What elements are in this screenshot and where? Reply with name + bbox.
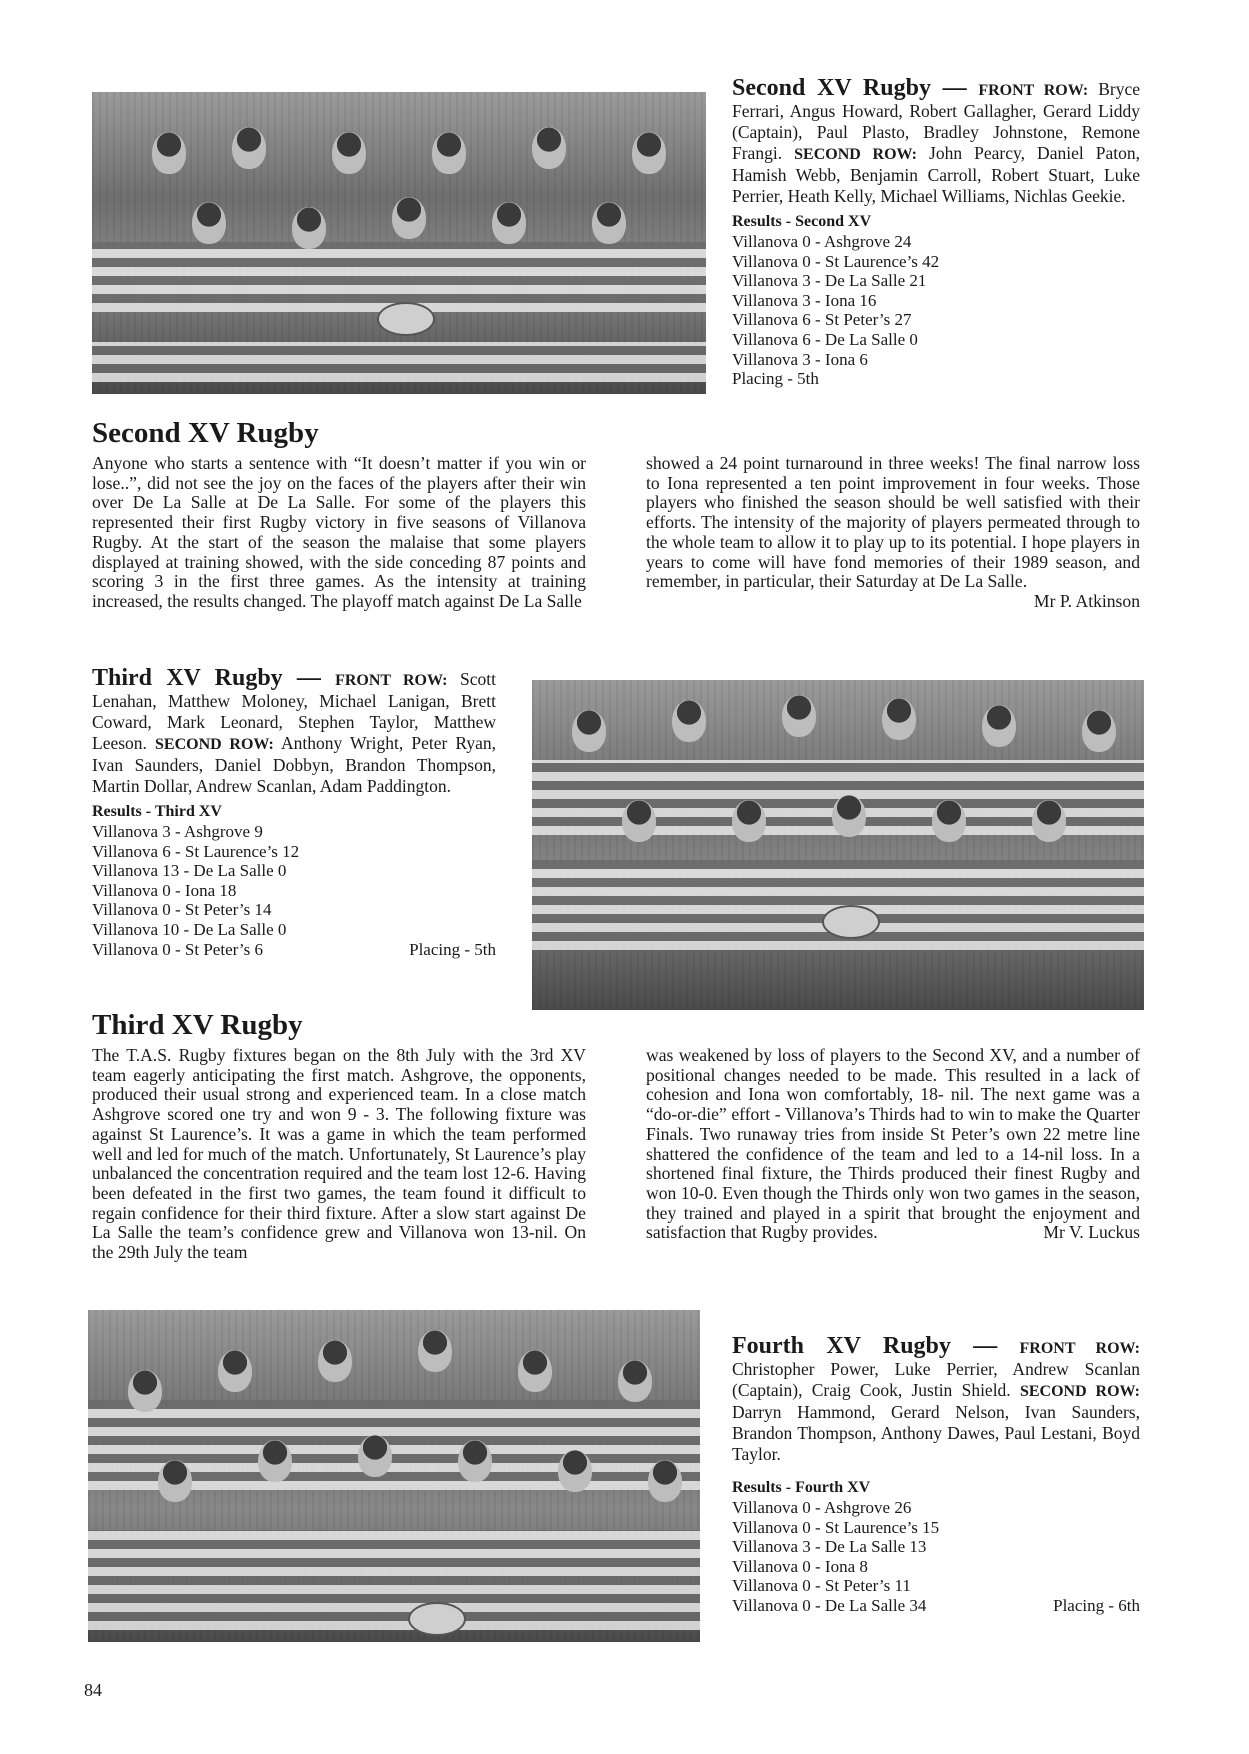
third-xv-results-title: Results - Third XV: [92, 803, 222, 820]
third-xv-report-left: The T.A.S. Rugby fixtures began on the 8th July with the 3rd XV team eagerly anticipating the first match. Ashgrove, the opponents, produced their usual strong and experienced team. In a close match Ashgrove scored one try and won 9 - 3. The following fixture was against St Laurence’s. It was a game in which the team performed well and led for much of the match. Unfortunately, St Laurence’s play unbalanced the concentration required and the team lost 12-6. Having been defeated in the first two games, the team found it difficult to regain confidence for their third fixture. After a slow start against De La Salle the team’s confidence grew and Villanova won 13-nil. On the 29th July the team: [92, 1045, 586, 1263]
third-xv-report-right-block: [646, 1046, 1140, 1243]
second-xv-front-row-label: FRONT ROW:: [978, 82, 1089, 99]
result-row: Villanova 0 - Iona 18: [92, 880, 237, 900]
third-xv-caption-title: Third XV Rugby: [92, 665, 283, 691]
second-xv-author: Mr P. Atkinson: [1033, 590, 1140, 611]
result-row: Villanova 0 - St Peter’s 14: [92, 900, 272, 920]
second-xv-placing: Placing - 5th: [732, 369, 819, 389]
rugby-ball-icon: [408, 1602, 466, 1636]
second-xv-results-title: Results - Second XV: [732, 213, 872, 230]
second-xv-team-photo: [92, 92, 706, 394]
second-xv-report-right-block: [646, 454, 1140, 612]
result-row: Villanova 3 - Ashgrove 9: [92, 822, 263, 841]
second-xv-caption-title: Second XV Rugby: [732, 75, 931, 101]
result-row: Villanova 0 - St Peter’s 6: [92, 939, 264, 959]
third-xv-second-row: Anthony Wright, Peter Ryan, Ivan Saunders, Daniel Dobbyn, Brandon Thompson, Martin Dollar, Andrew Scanlan, Adam Paddington.: [92, 733, 496, 796]
result-row: Villanova 0 - St Peter’s 11: [732, 1576, 911, 1596]
fourth-xv-front-row-label: FRONT ROW:: [1019, 1340, 1141, 1357]
second-xv-report-left: Anyone who starts a sentence with “It doesn’t matter if you win or lose..”, did not see the joy on the faces of the players after their win over De La Salle at De La Salle. For some of the players this represented their first Rugby victory in five seasons of Villanova Rugby. At the start of the season the malaise that some players displayed at training showed, with the side conceding 87 points and scoring 3 in the first three games. As the intensity at training increased, the results changed. The playoff match against De La Salle: [92, 453, 586, 611]
fourth-xv-results: [732, 1498, 1140, 1616]
third-xv-second-row-label: SECOND ROW:: [155, 736, 274, 753]
result-row: Villanova 0 - De La Salle 34: [732, 1595, 927, 1615]
second-xv-second-row: John Pearcy, Daniel Paton, Hamish Webb, Benjamin Carroll, Robert Stuart, Luke Perrier, Heath Kelly, Michael Williams, Nichlas Geekie.: [732, 143, 1140, 206]
third-xv-heading: Third XV Rugby: [92, 1009, 303, 1041]
third-xv-results: [92, 822, 496, 959]
result-row: Villanova 0 - Ashgrove 24: [732, 232, 912, 251]
rugby-ball-icon: [822, 905, 880, 939]
result-row: Villanova 3 - Iona 16: [732, 290, 877, 310]
result-row: Villanova 6 - St Laurence’s 12: [92, 841, 300, 861]
second-xv-caption: Second XV Rugby — FRONT ROW: Bryce Ferrari, Angus Howard, Robert Gallagher, Gerard Liddy (Captain), Paul Plasto, Bradley Johnstone, Remone Frangi. SECOND ROW: John Pearcy, Daniel Paton, Hamish Webb, Benjamin Carroll, Robert Stuart, Luke Perrier, Heath Kelly, Michael Williams, Nichlas Geekie. Results - Second XV Villanova 0 - Ashgrove 24 Villanova 0 - St Laurence’s 42 Villanova 3 - De La Salle 21 Villanova 3 - Iona 16 Villanova 6 - St Peter’s 27 Villanova 6 - De La Salle 0 Villanova 3 - Iona 6 Placing - 5th: [732, 75, 1141, 389]
fourth-xv-results-title: Results - Fourth XV: [732, 1479, 871, 1496]
result-row: Villanova 3 - De La Salle 13: [732, 1537, 927, 1557]
third-xv-caption: Third XV Rugby — FRONT ROW: Scott Lenahan, Matthew Moloney, Michael Lanigan, Brett Coward, Mark Leonard, Stephen Taylor, Matthew Leeson. SECOND ROW: Anthony Wright, Peter Ryan, Ivan Saunders, Daniel Dobbyn, Brandon Thompson, Martin Dollar, Andrew Scanlan, Adam Paddington. Results - Third XV Villanova 3 - Ashgrove 9 Villanova 6 - St Laurence’s 12 Villanova 13 - De La Salle 0 Villanova 0 - Iona 18 Villanova 0 - St Peter’s 14 Villanova 10 - De La Salle 0 Villanova 0 - St Peter’s 6 Placing - 5th: [92, 665, 497, 959]
result-row: Villanova 10 - De La Salle 0: [92, 919, 287, 939]
third-xv-author: Mr V. Luckus: [1043, 1222, 1140, 1243]
result-row-with-placing: [732, 1596, 1140, 1616]
fourth-xv-front-row: Christopher Power, Luke Perrier, Andrew Scanlan (Captain), Craig Cook, Justin Shield.: [732, 1359, 1140, 1400]
third-xv-front-row: Scott Lenahan, Matthew Moloney, Michael Lanigan, Brett Coward, Mark Leonard, Stephen Taylor, Matthew Leeson.: [92, 669, 497, 753]
result-row: Villanova 0 - St Laurence’s 15: [732, 1517, 940, 1537]
fourth-xv-second-row-label: SECOND ROW:: [1019, 1383, 1140, 1400]
rugby-ball-icon: [377, 302, 435, 336]
result-row: Villanova 0 - Ashgrove 26: [732, 1498, 912, 1517]
third-xv-report-right: was weakened by loss of players to the Second XV, and a number of positional changes needed to be made. This resulted in a lack of cohesion and Iona won comfortably, 18- nil. The next game was a “do-or-die” effort - Villanova’s Thirds had to win to make the Quarter Finals. Two runaway tries from inside St Peter’s own 22 metre line shattered the confidence of the team and led to a 14-nil loss. In a shortened final fixture, the Thirds produced their finest Rugby and won 10-0. Even though the Thirds only won two games in the season, they trained and played in a spirit that brought the enjoyment and satisfaction that Rugby provides.: [646, 1045, 1140, 1243]
second-xv-report-right: showed a 24 point turnaround in three weeks! The final narrow loss to Iona represented a ten point improvement in four weeks. Those players who finished the season should be well satisfied with their efforts. The intensity of the majority of players permeated through to the whole team to allow it to play up to its potential. I hope players in years to come will have fond memories of their 1989 season, and remember, in particular, their Saturday at De La Salle.: [646, 453, 1140, 592]
fourth-xv-placing: Placing - 6th: [1053, 1595, 1140, 1615]
result-row: Villanova 0 - St Laurence’s 42: [732, 251, 940, 271]
result-row: Villanova 6 - De La Salle 0: [732, 329, 918, 349]
second-xv-results: [732, 232, 1140, 389]
result-row-with-placing: [92, 940, 496, 960]
second-xv-front-row: Bryce Ferrari, Angus Howard, Robert Gallagher, Gerard Liddy (Captain), Paul Plasto, Bradley Johnstone, Remone Frangi.: [732, 79, 1141, 163]
fourth-xv-caption-title: Fourth XV Rugby: [732, 1333, 951, 1359]
third-xv-team-photo: [532, 680, 1144, 1010]
third-xv-front-row-label: FRONT ROW:: [335, 672, 448, 689]
result-row: Villanova 13 - De La Salle 0: [92, 861, 287, 881]
third-xv-placing: Placing - 5th: [409, 939, 496, 959]
result-row: Villanova 3 - De La Salle 21: [732, 271, 927, 291]
result-row: Villanova 3 - Iona 6: [732, 349, 868, 369]
second-xv-second-row-label: SECOND ROW:: [794, 146, 917, 163]
fourth-xv-caption: Fourth XV Rugby — FRONT ROW: Christopher Power, Luke Perrier, Andrew Scanlan (Captain), Craig Cook, Justin Shield. SECOND ROW: Darryn Hammond, Gerard Nelson, Ivan Saunders, Brandon Thompson, Anthony Dawes, Paul Lestani, Boyd Taylor. Results - Fourth XV Villanova 0 - Ashgrove 26 Villanova 0 - St Laurence’s 15 Villanova 3 - De La Salle 13 Villanova 0 - Iona 8 Villanova 0 - St Peter’s 11 Villanova 0 - De La Salle 34 Placing - 6th: [732, 1333, 1141, 1615]
second-xv-heading: Second XV Rugby: [92, 417, 319, 449]
result-row: Villanova 6 - St Peter’s 27: [732, 310, 912, 330]
fourth-xv-team-photo: [88, 1310, 700, 1642]
result-row: Villanova 0 - Iona 8: [732, 1556, 868, 1576]
fourth-xv-second-row: Darryn Hammond, Gerard Nelson, Ivan Saunders, Brandon Thompson, Anthony Dawes, Paul Lestani, Boyd Taylor.: [732, 1402, 1140, 1464]
page-number: 84: [84, 1680, 102, 1700]
